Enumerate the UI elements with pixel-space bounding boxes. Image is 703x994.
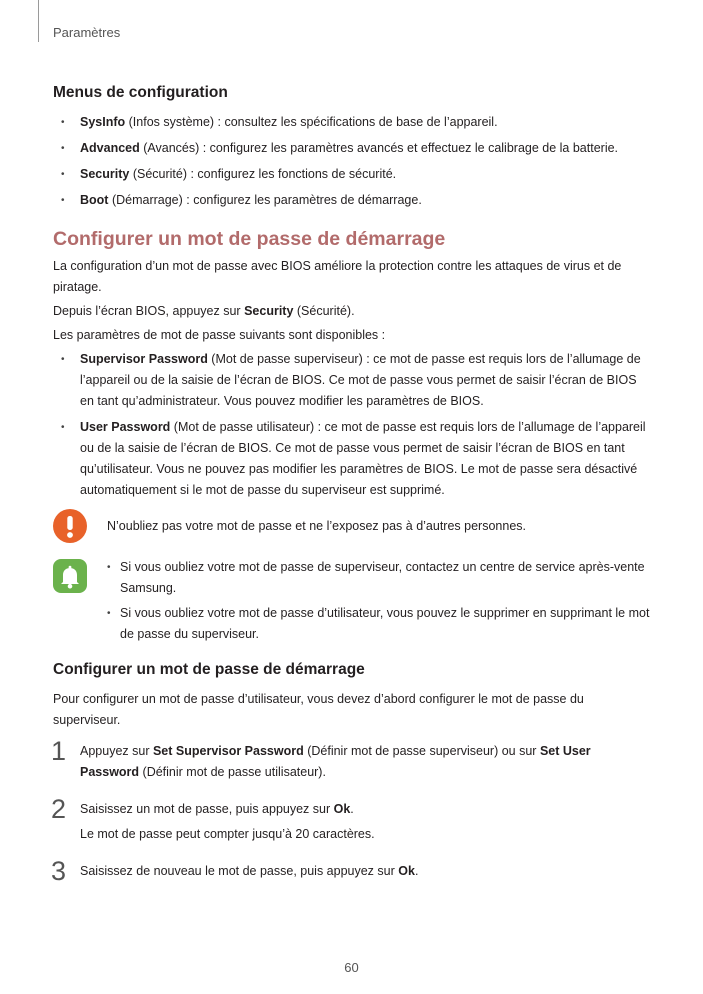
list-item xyxy=(53,417,653,501)
bullet: • xyxy=(61,117,65,128)
text: . xyxy=(350,802,354,816)
term: Advanced xyxy=(80,141,140,155)
text: Saisissez de nouveau le mot de passe, puis appuyez sur xyxy=(80,864,399,878)
description: (Mot de passe superviseur) : ce mot de passe est requis lors de l’allumage de l’appareil ou de la saisie de l’écran de BIOS. Ce mot de passe vous permet de saisir l’écran de BIOS en tant qu’administrateur. Vous pouvez modifier les paramètres de BIOS. xyxy=(80,352,641,408)
description: (Démarrage) : configurez les paramètres de démarrage. xyxy=(108,193,422,207)
step-3 xyxy=(51,856,653,886)
list-item xyxy=(53,138,653,159)
list-item xyxy=(53,190,653,211)
note-text: Si vous oubliez votre mot de passe d’utilisateur, vous pouvez le supprimer en supprimant le mot de passe du superviseur. xyxy=(120,606,650,641)
note-text: Si vous oubliez votre mot de passe de superviseur, contactez un centre de service après-vente Samsung. xyxy=(120,560,645,595)
password-types-list xyxy=(53,349,653,501)
description: (Mot de passe utilisateur) : ce mot de passe est requis lors de l’allumage de l’appareil ou de la saisie de l’écran de BIOS. Ce mot de passe vous permet de saisir l’écran de BIOS en tant qu’utilisateur. Vous ne pouvez pas modifier les paramètres de BIOS. Le mot de passe sera désactivé automatiquement si le mot de passe du superviseur est supprimé. xyxy=(80,420,646,497)
bullet: • xyxy=(61,143,65,154)
text: Appuyez sur xyxy=(80,744,153,758)
term: Ok xyxy=(333,802,351,816)
list-item xyxy=(53,164,653,185)
term: User Password xyxy=(80,420,171,434)
term: Security xyxy=(244,304,294,318)
section-heading-set-password: Configurer un mot de passe de démarrage xyxy=(53,661,365,678)
description: (Avancés) : configurez les paramètres avancés et effectuez le calibrage de la batterie. xyxy=(139,141,619,155)
list-item xyxy=(107,557,653,599)
page-content xyxy=(53,82,653,898)
term: Supervisor Password xyxy=(80,352,208,366)
list-item xyxy=(53,112,653,133)
section-heading-config-menus: Menus de configuration xyxy=(53,84,228,101)
bullet: • xyxy=(107,608,111,619)
bullet: • xyxy=(61,422,65,433)
step-number: 3 xyxy=(51,856,67,886)
text: (Définir mot de passe utilisateur). xyxy=(139,765,326,779)
text: Saisissez un mot de passe, puis appuyez sur xyxy=(80,802,334,816)
bullet: • xyxy=(61,169,65,180)
section-title-boot-password: Configurer un mot de passe de démarrage xyxy=(53,228,446,250)
bullet: • xyxy=(61,354,65,365)
term: Boot xyxy=(80,193,109,207)
text: (Sécurité). xyxy=(293,304,355,318)
step-number: 2 xyxy=(51,794,67,824)
term: SysInfo xyxy=(80,115,126,129)
term: Security xyxy=(80,167,130,181)
bullet: • xyxy=(107,562,111,573)
term: Set Supervisor Password xyxy=(152,744,304,758)
warning-text: N’oubliez pas votre mot de passe et ne l’exposez pas à d’autres personnes. xyxy=(107,519,526,533)
paragraph-intro: La configuration d’un mot de passe avec BIOS améliore la protection contre les attaques de virus et de piratage. xyxy=(53,259,622,294)
page-corner-mark xyxy=(38,0,39,42)
text: Depuis l’écran BIOS, appuyez sur xyxy=(53,304,245,318)
exclamation-icon xyxy=(53,509,87,543)
config-menu-list xyxy=(53,112,653,211)
warning-note xyxy=(53,509,653,549)
description: (Infos système) : consultez les spécifications de base de l’appareil. xyxy=(125,115,498,129)
info-note xyxy=(53,557,653,645)
list-item xyxy=(107,603,653,645)
text: (Définir mot de passe superviseur) ou sur xyxy=(303,744,540,758)
bullet: • xyxy=(61,195,65,206)
step-2 xyxy=(51,794,653,845)
paragraph-available: Les paramètres de mot de passe suivants sont disponibles : xyxy=(53,328,386,342)
step-number: 1 xyxy=(51,736,67,766)
step-subtext: Le mot de passe peut compter jusqu’à 20 caractères. xyxy=(80,827,375,841)
paragraph-security xyxy=(53,301,653,322)
term: Ok xyxy=(398,864,415,878)
term: Set User Password xyxy=(80,744,591,779)
paragraph-intro: Pour configurer un mot de passe d’utilisateur, vous devez d’abord configurer le mot de passe du superviseur. xyxy=(53,692,584,727)
step-1 xyxy=(51,736,653,783)
bell-icon xyxy=(53,559,87,593)
text: . xyxy=(414,864,419,878)
description: (Sécurité) : configurez les fonctions de sécurité. xyxy=(129,167,397,181)
list-item xyxy=(53,349,653,412)
page-header: Paramètres xyxy=(53,25,121,40)
info-note-list xyxy=(107,557,653,645)
page-number: 60 xyxy=(344,960,359,975)
steps-list xyxy=(51,736,653,886)
